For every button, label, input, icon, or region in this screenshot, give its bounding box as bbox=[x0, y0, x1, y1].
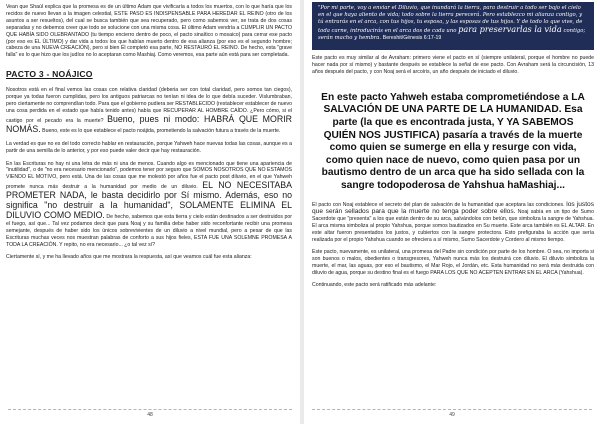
emphasis-morir: Bueno, pues ni modo: HABRÁ QUE MORIR NOMÁS. bbox=[6, 113, 292, 134]
paragraph-unilateral: Este pacto, nuevamente, es unilateral, una promesa del Padre sin condición por parte de los hombre. O sea, no importa si son buenos o malos, obedientes o transgresores, Yahweh nunca más los destruirá con diluvio. El diluvio simboliza la muerte, el mar, las aguas, por eso el bautismo, el Mar Rojo, el Jordán, etc. Esta humanidad no será más destruida con diluvio de agua, porque su destino final es el fuego PARA LOS QUE NO ACEPTEN ENTRAR EN EL ARCA (Yahshua). bbox=[312, 248, 594, 276]
emphasis-justos: los justos que serán sellados para que la muerte no tenga poder sobre ellos. bbox=[312, 201, 594, 216]
paragraph-continuando: Continuando, este pacto será ratificado más adelante: bbox=[312, 281, 437, 288]
right-page bbox=[304, 0, 600, 424]
callout-salvacion: En este pacto Yahweh estaba comprometiéndose a LA SALVACIÓN DE UNA PARTE DE LA HUMANIDAD. Esa parte (la que es encontrada justa, Y YA SABEMOS QUIÉN NOS JUSTIFICA) pasaría a través de la muerte como quien se sumerge en ella y resurge con vida, como quien nace de nuevo, como quien pasa por un bautismo dentro de un arca que ha sido sellada con la sangre todopoderosa de Yahshua haMashiaj... bbox=[321, 91, 585, 191]
paragraph-secreto bbox=[312, 202, 594, 243]
footer-divider bbox=[8, 409, 292, 410]
paragraph-alianza: Ciertamente sí, y me ha llevado años que me mostrara la respuesta, así que veamos cuál fue esta alianza: bbox=[6, 254, 252, 261]
paragraph-restauracion: La verdad es que no es del todo correcto hablar en restauración, porque Yahweh hace nuevas todas las cosas, aunque es a partir de una semilla de lo anterior, y por eso puede valer decir que hay restauración. bbox=[6, 140, 292, 154]
paragraph-escrituras-text: En las Escrituras no hay ni una letra de más ni una de menos. Cuando algo es mencionado que tiene una apariencia de "inutilidad", o de "no era necesario mencionarlo", podemos tener por seguro que SOMOS NOSOTROS QUE NO ESTAMOS VIENDO EL MOTIVO, pero está. Una de las cosas que me molestó por años fue el pacto post diluvio, en el que Yahweh promete nunca más destruir a la humanidad por medio de un diluvio. bbox=[6, 160, 292, 191]
right-page-footer bbox=[304, 409, 600, 421]
page-number: 49 bbox=[449, 412, 455, 418]
quote-reference: Bereshit/Génesis 6:17-19 bbox=[382, 34, 442, 41]
scripture-quote bbox=[312, 2, 594, 50]
paragraph-escrituras-end: De hecho, sabemos que esta tierra y cielo están destinados a ser destruidos por el fuego, así que... Tal vez podamos decir que para Noaj y su familia debe haber sido reconfortante recibir una promesa semejante, después de haber sido los únicos sobrevivientes de un diluvio a nivel mundial, pero a pesar de que las Escrituras muchas veces nos muestran palabras de conforto a sus hijos fieles, ESTA FUE UNA SOLEMNE PROMESA A TODA LA CREACIÓN. Y repito, no era necesario... ¿o tal vez sí? bbox=[6, 213, 292, 248]
paragraph-patriarcas-end: Bueno, este es lo que establece el pacto noájida, prometiendo la salvación futura a través de la muerte. bbox=[42, 127, 281, 134]
paragraph-secreto-end: Noaj sabía en un tipo de Sumo Sacerdote que "presenta" a los que están dentro de su arca, salvándolos con betún, que simboliza la sangre de Yahshua. El arca misma simboliza al propio Yahshua, porque somos bautizados en Su muerte. Este arca también es EL ALTAR. En este altar fueron presentados los justos, y cubiertos con la sangre protectora. Esto prefiguraba la acción que sería realizada por el propio Yahshua cuando se ofreciera a sí mismo, Sumo Sacerdote y Cordero al mismo tiempo. bbox=[312, 209, 594, 243]
footer-divider bbox=[312, 409, 592, 410]
paragraph-patriarcas bbox=[6, 87, 292, 134]
quote-text: "Por mi parte, voy a enviar el Diluvio, que inundará la tierra, para destruir a todo ser bajo el cielo en el que haya aliento de vida; todo sobre la tierra perecerá. Pero establezco mi alianza contigo, y tú entrarás en el arca, con tus hijos, tu esposa, y las esposas de tus hijos. Y de todo lo que vive, de toda carne, introducirás en el arca dos de cada uno bbox=[318, 5, 583, 34]
paragraph-intro: Vean que Shaúl explica que la promesa es de un último Adam que vivificaría a todos los muertos, con lo que haría que los recidos de nuevo llevan a la imagen celestial, ESTE PASO ES INDISPENSABLE PARA HEREDAR EL REINO (otro de los asuntos a ser resueltos), del cual se busca también que sea recuperado, pero como sabemos ver, se trata de dos cosas separadas y no debemos creer que todo se solucione con una misma cosa. El último Adam vendría a CUMPLIR UN PACTO QUE HABÍA SIDO OLEBRANTADO (tu tiempo encierro dentro de poco, el pacto sinaítico o mosaico) para cerrar ese pacto (por eso es EL ÚLTIMO) y dar vida a todos los que habían muerto dentro de esa alianza (por eso es el segundo hombre; cabeza de una NUEVA CREACIÓN), pero si bien Él completó esa parte, NO RESTAURÓ EL REINO. De hecho, esta "grave falla" es lo que hizo que los judíos no lo aceptaran como Mashiaj. Como veremos, esa parte aún está para ser completada. bbox=[6, 4, 292, 59]
page-number: 48 bbox=[147, 412, 153, 418]
emphasis-no-necesitaba: EL NO NECESITABA PROMETER NADA, le basta decidirlo por Sí mismo. Además, eso no significa "no destruir a la humanidad", SOLAMENTE ELIMINA EL DILUVIO COMO MEDIO. bbox=[6, 180, 292, 220]
paragraph-avraham: Este pacto es muy similar al de Avraham: primero viene el pacto en sí (siempre unilateral, porque el hombre no puede hacer nada por sí mismo) y bastante después se establece la señal de ese pacto. Con Avraham será la circuncisión, 13 años después del pacto, y con Noaj será el arcoíris, un año después de iniciado el diluvio. bbox=[312, 55, 594, 75]
paragraph-secreto-text: El pacto con Noaj establece el secreto del plan de salvación de la humanidad que aceptara las condiciones. bbox=[312, 202, 565, 209]
left-page-footer bbox=[0, 409, 300, 421]
quote-emphasis: para preservarlas la vida bbox=[458, 23, 562, 34]
quote-text-end: contigo; serán macho y hembra. bbox=[318, 27, 586, 41]
paragraph-patriarcas-text: Nosotros está en el final vemos las cosas con relativa claridad (deberia ser con total claridad, pero somos tan ciegos), porque ya todas fueron cumplidas, pero los antiguos patriarcas no tenían ni idea de lo que debía suceder. Vislumbraban, pero ciertamente no comprendían todo. Para que el gobierno pudiera ser RESTABLECIDO (restablecer establecer de nuevo una cosa perdida en el estado que había tenido antes) había que RECUPERAR AL HOMBRE CAÍDO. ¿Pero cómo, si el castigo por el pecado era la muerte? bbox=[6, 87, 292, 124]
section-heading: PACTO 3 - NOÁJICO bbox=[6, 69, 93, 80]
paragraph-escrituras bbox=[6, 161, 292, 249]
